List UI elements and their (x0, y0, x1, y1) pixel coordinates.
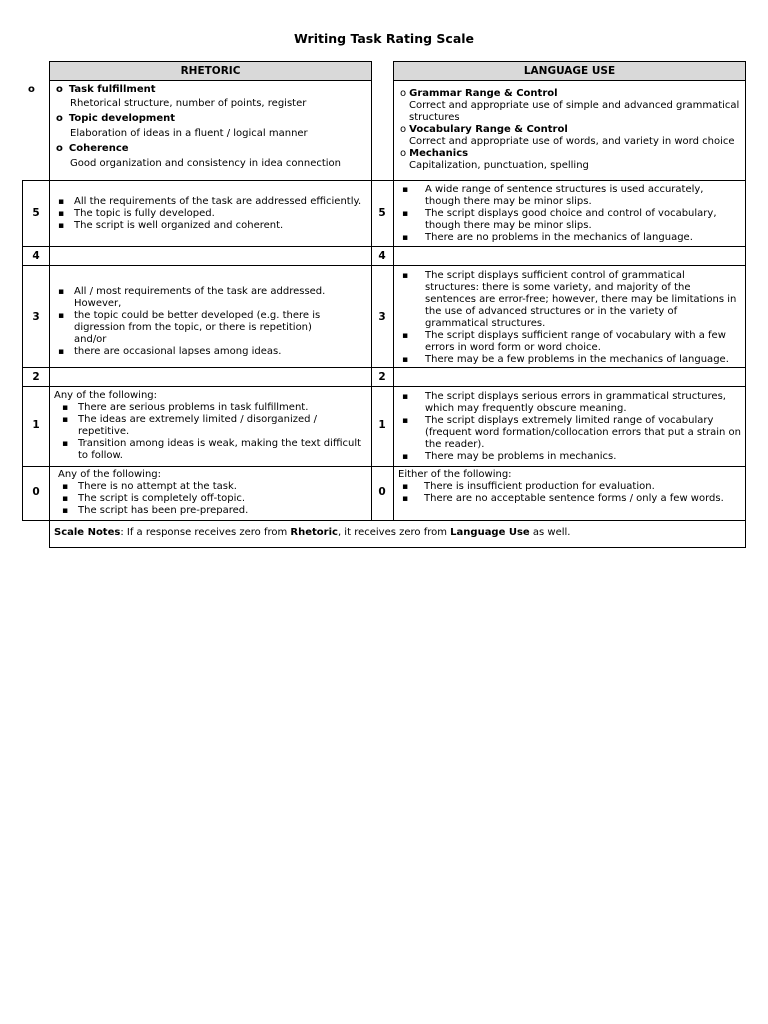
scale-notes-language: Language Use (450, 527, 530, 538)
criterion-desc: Capitalization, punctuation, spelling (409, 160, 589, 171)
list-item: ▪ The script is completely off-topic. (56, 493, 369, 505)
score-label: 1 (32, 419, 40, 431)
list-item: ▪ All the requirements of the task are addressed efficiently. (52, 196, 369, 208)
criterion-item: o Task fulfillment Rhetorical structure, number of points, register (56, 84, 367, 110)
list-item: ▪ There may be a few problems in the mechanics of language. (396, 354, 741, 366)
scale-notes-text: , it receives zero from (337, 527, 451, 538)
language-criteria (393, 80, 746, 181)
criterion-desc: Rhetorical structure, number of points, register (70, 98, 307, 109)
criterion-item: o Mechanics Capitalization, punctuation, spelling (400, 148, 741, 172)
score-label: 2 (32, 371, 40, 383)
scale-notes-text: as well. (529, 527, 571, 538)
language-score-1 (393, 386, 746, 467)
list-item: ▪ The script displays good choice and control of vocabulary, though there may be minor slips. (396, 208, 741, 232)
criterion-desc: Correct and appropriate use of words, and variety in word choice (409, 136, 735, 147)
list-item: ▪ The ideas are extremely limited / disorganized / repetitive. (56, 414, 369, 438)
rhetoric-score-3 (49, 265, 372, 368)
rhetoric-score-0 (49, 466, 372, 521)
criterion-item: o Topic development Elaboration of ideas in a fluent / logical manner (56, 113, 367, 140)
score-label: 5 (378, 207, 386, 219)
list-lead: Either of the following: (398, 469, 512, 480)
criterion-desc: Correct and appropriate use of simple and advanced grammatical structures (409, 100, 740, 123)
criterion-name: Topic development (68, 113, 176, 124)
criterion-desc: Good organization and consistency in idea connection (70, 158, 341, 169)
rhetoric-score-1 (49, 386, 372, 467)
score-label: 0 (378, 486, 386, 498)
language-score-5 (393, 180, 746, 247)
score-label: 1 (378, 419, 386, 431)
language-score-0 (393, 466, 746, 521)
list-item: ▪ The script displays serious errors in grammatical structures, which may frequently obscure meaning. (396, 391, 741, 415)
rhetoric-score-4 (49, 246, 372, 266)
criterion-desc: Elaboration of ideas in a fluent / logical manner (70, 128, 308, 139)
list-item: ▪ the topic could be better developed (e.g. there is digression from the topic, or there is repetition) and/or (52, 310, 343, 346)
list-item: ▪ A wide range of sentence structures is used accurately, though there may be minor slips. (396, 184, 741, 208)
scale-notes-rhetoric: Rhetoric (290, 527, 338, 538)
list-item: ▪ The topic is fully developed. (52, 208, 369, 220)
list-item: ▪ There are no problems in the mechanics of language. (396, 232, 741, 244)
score-label: 4 (32, 250, 40, 262)
score-label: 0 (32, 486, 40, 498)
score-label: 3 (378, 311, 386, 323)
language-score-2 (393, 367, 746, 387)
rhetoric-header: RHETORIC (49, 61, 372, 81)
scale-notes (49, 520, 746, 548)
page-title: Writing Task Rating Scale (293, 31, 475, 46)
score-label: 4 (378, 250, 386, 262)
list-item: ▪ The script displays extremely limited range of vocabulary (frequent word formation/collocation errors that put a strain on the reader). (396, 415, 741, 451)
scale-notes-label: Scale Notes (54, 527, 121, 538)
list-lead: Any of the following: (58, 469, 162, 480)
rhetoric-score-2 (49, 367, 372, 387)
list-item: ▪ The script has been pre-prepared. (56, 505, 369, 517)
list-item: ▪ there are occasional lapses among ideas. (52, 346, 343, 358)
score-label: 5 (32, 207, 40, 219)
list-item: ▪ All / most requirements of the task are addressed. However, (52, 286, 343, 310)
list-item: ▪ The script displays sufficient control of grammatical structures: there is some variety, and majority of the sentences are error-free; however, there may be limitations in the use of advanced structures or in the variety of grammatical structures. (396, 270, 741, 330)
list-item: ▪ The script displays sufficient range of vocabulary with a few errors in word form or word choice. (396, 330, 741, 354)
rhetoric-score-5 (49, 180, 372, 247)
list-item: ▪ There are no acceptable sentence forms / only a few words. (396, 493, 741, 505)
score-label: 3 (32, 311, 40, 323)
language-score-3 (393, 265, 746, 368)
language-header: LANGUAGE USE (393, 61, 746, 81)
list-item: ▪ There is no attempt at the task. (56, 481, 369, 493)
criterion-item: o Grammar Range & Control Correct and appropriate use of simple and advanced grammatical structures (400, 88, 740, 123)
criterion-name: Coherence (68, 143, 129, 154)
scale-notes-text: : If a response receives zero from (120, 527, 291, 538)
criteria-marker: o (28, 84, 35, 95)
list-item: ▪ Transition among ideas is weak, making the text difficult to follow. (56, 438, 369, 462)
list-item: ▪ There may be problems in mechanics. (396, 451, 741, 463)
criterion-name: Mechanics (409, 148, 469, 159)
list-lead: Any of the following: (54, 390, 158, 401)
criterion-name: Task fulfillment (68, 84, 156, 95)
criterion-name: Grammar Range & Control (409, 88, 558, 99)
criterion-item: o Coherence Good organization and consistency in idea connection (56, 143, 367, 170)
criterion-name: Vocabulary Range & Control (409, 124, 568, 135)
list-item: ▪ There are serious problems in task fulfillment. (56, 402, 369, 414)
rhetoric-criteria (49, 80, 372, 181)
score-label: 2 (378, 371, 386, 383)
language-score-4 (393, 246, 746, 266)
criterion-item: o Vocabulary Range & Control Correct and appropriate use of words, and variety in word choice (400, 124, 741, 148)
list-item: ▪ The script is well organized and coherent. (52, 220, 369, 232)
list-item: ▪ There is insufficient production for evaluation. (396, 481, 741, 493)
